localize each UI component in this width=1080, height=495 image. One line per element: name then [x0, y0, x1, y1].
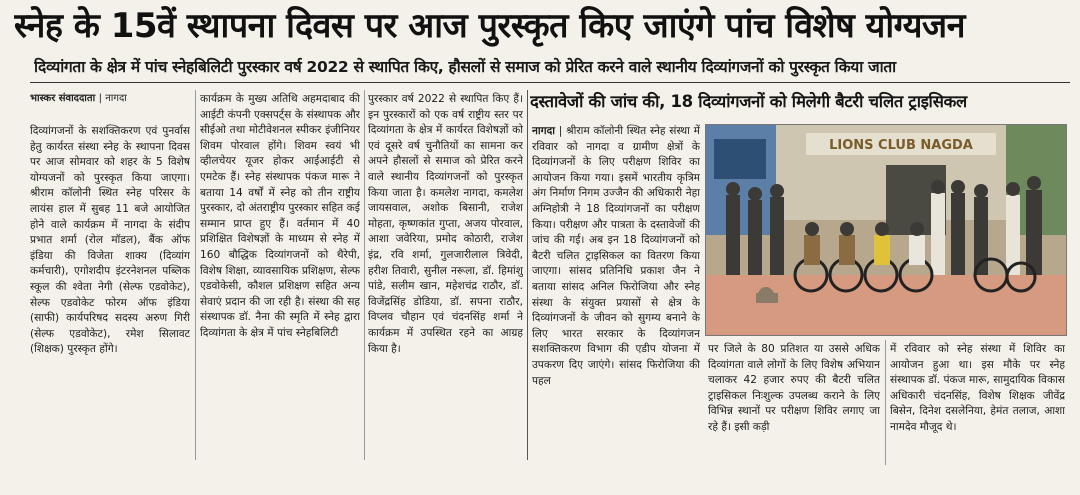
story2-headline: दस्तावेजों की जांच की, 18 दिव्यांगजनों को मिलेगी बैटरी चलित ट्राइसिकल — [530, 92, 967, 111]
story1-column-3 — [368, 92, 523, 462]
camp-photo — [705, 124, 1067, 336]
story2-text-2: पर जिले के 80 प्रतिशत या उससे अधिक दिव्यांगता वाले लोगों के लिए विशेष अभियान चलाकर 42 हजार रुपए की बैटरी चलित ट्राइसिकल निःशुल्क उपलब्ध कराने के लिए विभिन्न स्थानों पर परीक्षण शिविर लगाए जा रहे हैं। इसी कड़ी — [708, 343, 880, 433]
divider — [30, 82, 1070, 83]
story1-column-1 — [30, 124, 190, 464]
column-divider — [364, 90, 365, 460]
story2-text-3: में रविवार को स्नेह संस्था में शिविर का आयोजन हुआ था। इस मौके पर स्नेह संस्थापक डॉ. पंकज मारू, सामुदायिक विकास अधिकारी चंदनसिंह, विशेष शिक्षक जीवेंद्र बिसेन, दिनेश दसलेनिया, हेमंत तलाज, आशा नामदेव मौजूद थे। — [890, 343, 1065, 433]
byline-place: नागदा — [105, 93, 127, 104]
column-divider — [195, 90, 196, 460]
main-headline: स्नेह के 15वें स्थापना दिवस पर आज पुरस्कृत किए जाएंगे पांच विशेष योग्यजन — [14, 6, 966, 46]
story1-text-1: दिव्यांगजनों के सशक्तिकरण एवं पुनर्वास हेतु कार्यरत संस्था स्नेह के स्थापना दिवस पर आज सोमवार को शहर के 5 विशेष योग्यजनों को पुरस्कृत किया जाएगा। श्रीराम कॉलोनी स्थित स्नेह परिसर के लायंस हाल में सुबह 11 बजे आयोजित होने वाले कार्यक्रम में नागदा के संदीप प्रभात शर्मा (रोल मॉडल), बैंक ऑफ इंडिया की विजेता शाक्य (दिव्यांग कर्मचारी), एगोशदीप इंटरनेशनल पब्लिक स्कूल की श्वेता नेगी (सेल्फ एडवोकेट), सेल्फ एडवोकेट फोरम ऑफ इंडिया (साफी) कार्यपरिषद सदस्य अरुण गिरी (सेल्फ एडवोकेट), रमेश सिलावट (शिक्षक) पुरस्कृत होंगे। — [30, 125, 190, 356]
byline: भास्कर संवाददाता | नागदा — [30, 93, 127, 104]
story1-text-3: पुरस्कार वर्ष 2022 से स्थापित किए हैं। इन पुरस्कारों को एक वर्ष राष्ट्रीय स्तर पर दिव्यांगता के क्षेत्र में कार्यरत विशेषज्ञों को एवं दूसरे वर्ष चुनौतियों का सामना कर अपने हौसलों से समाज को प्रेरित करने वाले स्थानीय दिव्यांगजनों को पुरस्कृत किया जाता है। कमलेश नागदा, कमलेश जायसवाल, अशोक बिसानी, राजेश मोहता, कृष्णकांत गुप्ता, अजय पोरवाल, आशा जवेरिया, प्रमोद कोठारी, राजेश इंद्र, रवि शर्मा, गुलजारीलाल त्रिवेदी, हरीश तिवारी, सुनील नरूला, डॉ. हिमांशु पांडे, सलीम खान, महेशचंद्र राठौर, डॉ. विजेंद्रसिंह डोडिया, डॉ. सपना राठौर, विप्लव चौहान एवं चंदनसिंह शर्मा ने कार्यक्रम में उपस्थित रहने का आग्रह किया है। — [368, 93, 523, 355]
story2-column-1 — [532, 124, 700, 464]
byline-name: भास्कर संवाददाता — [30, 93, 96, 104]
photo-sign-text: LIONS CLUB NAGDA — [829, 138, 973, 153]
story1-text-2: कार्यक्रम के मुख्य अतिथि अहमदाबाद की आईटी कंपनी एक्सपर्ट्स के संस्थापक और सीईओ तथा मोटीवेशनल स्पीकर इंजीनियर शिवम पोरवाल होंगे। शिवम स्वयं भी व्हीलचेयर यूजर होकर आईआईटी से एमटेक हैं। स्नेह संस्थापक पंकज मारू ने बताया 14 वर्षों में स्नेह को तीन राष्ट्रीय पुरस्कार, दो अंतराष्ट्रीय पुरस्कार सहित कई सम्मान प्राप्त हुए हैं। वर्तमान में 40 प्रशिक्षित विशेषज्ञों के माध्यम से स्नेह में 160 बौद्धिक दिव्यांगजनों को थैरेपी, विशेष शिक्षा, व्यावसायिक प्रशिक्षण, सेल्फ एडवोकेसी, कौशल प्रशिक्षण सहित अन्य सेवाएं प्रदान की जा रही है। संस्था की सह संस्थापक डॉ. नैना की स्मृति में स्नेह द्वारा दिव्यांगता के क्षेत्र में पांच स्नेहबिलिटी — [200, 93, 360, 339]
story2-column-2 — [708, 342, 880, 467]
story2-dateline: नागदा — [532, 125, 555, 137]
story2-column-3 — [890, 342, 1065, 467]
column-divider — [885, 340, 886, 465]
subheadline: दिव्यांगता के क्षेत्र में पांच स्नेहबिलिटी पुरस्कार वर्ष 2022 से स्थापित किए, हौसलों से समाज को प्रेरित करने वाले स्थानीय दिव्यांगजनों को पुरस्कृत किया जाता — [34, 58, 896, 76]
story2-text-1: नागदा | श्रीराम कॉलोनी स्थित स्नेह संस्था में रविवार को नागदा व ग्रामीण क्षेत्रों के दिव्यांगजनों के लिए परीक्षण शिविर का आयोजन किया गया। इसमें भारतीय कृत्रिम अंग निर्माण निगम उज्जैन की अधिकारी नेहा अग्निहोत्री ने 18 दिव्यांगजनों का परीक्षण किया। परीक्षण और पात्रता के दस्तावेजों की जांच की गई। अब इन 18 दिव्यांगजनों को बैटरी चलित ट्राइसिकल का वितरण किया जाएगा। सांसद प्रतिनिधि प्रकाश जैन ने बताया सांसद अनिल फिरोजिया और स्नेह संस्था के संयुक्त प्रयासों से क्षेत्र के दिव्यांगजनों के जीवन को सुगम्य बनाने के लिए भारत सरकार के दिव्यांगजन सशक्तिकरण विभाग की एडीप योजना में उपकरण दिए जाएंगे। सांसद फिरोजिया की पहल — [532, 125, 700, 387]
camp-photo-illustration — [706, 125, 1066, 335]
story1-column-2 — [200, 92, 360, 462]
story-divider — [527, 90, 528, 460]
